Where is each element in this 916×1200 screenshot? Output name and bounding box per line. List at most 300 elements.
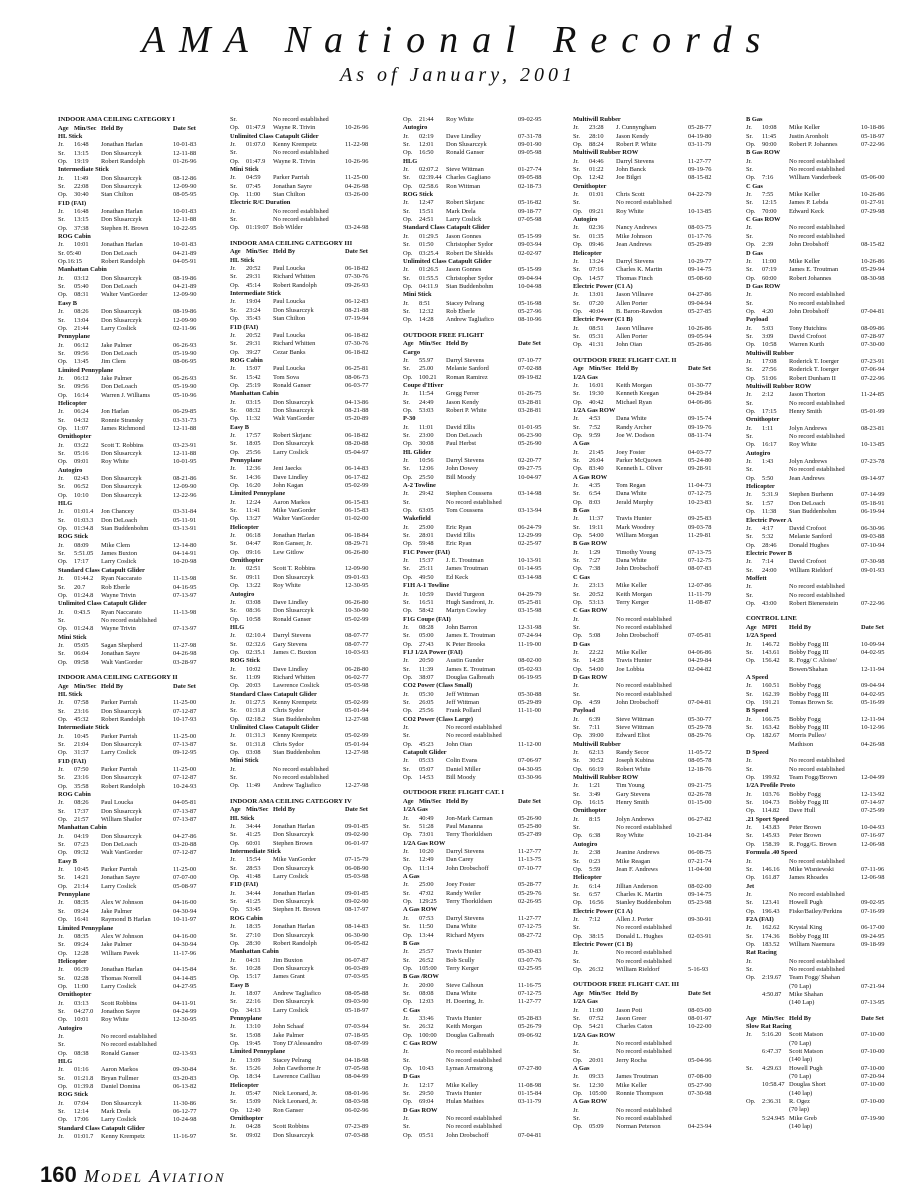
record-value: 07:16 [589,266,604,274]
record-value: 16:56 [589,899,604,907]
record-age: Op. [230,482,240,490]
record-row [403,524,558,532]
record-age: Sr. [403,823,410,831]
record-date: 08-07-99 [345,1039,369,1047]
record-date: 10-22-00 [688,1023,712,1031]
category-label: Pennyplane [230,457,262,464]
record-value [589,824,616,832]
record-value: 7:14 [762,558,774,566]
record-row [230,1107,385,1115]
record-age: Op. [403,774,413,782]
record-date: 07-10-77 [518,356,542,364]
record-value: 01:07.0 [246,141,266,149]
record-value: 25:00 [419,523,434,531]
record-row [573,1023,728,1031]
record-value: 12:01 [419,141,434,149]
record-date [688,691,728,699]
record-age: Sr. [573,724,580,731]
record-row [403,490,558,498]
record-value: 16:01 [589,381,604,389]
record-row [573,457,728,465]
record-row [746,1073,901,1081]
record-date: 03-11-79 [518,1098,542,1106]
record-age: Op. [58,749,68,757]
record-row [58,517,213,525]
record-value: 60:01 [246,839,261,847]
record-age: Op. [403,507,413,515]
record-date [688,1048,728,1056]
record-row [403,657,558,665]
record-holder: Larry Coslick [273,873,309,881]
record-row [230,1032,385,1040]
record-date: 08-27-72 [518,931,542,939]
category-label: Cargo [403,348,421,356]
record-age: Sr. [573,299,580,307]
record-holder: R. Fogg/ C Aloise/ [789,657,837,665]
record-value: 11:00 [74,982,89,990]
record-row [58,933,213,941]
record-row [58,1083,213,1091]
record-row [746,133,901,141]
record-date: 04-26-98 [173,650,197,658]
record-holder: Jake Palmer [101,941,133,949]
record-value: 21:45 [589,448,604,456]
record-date: 04-11-91 [173,999,197,1007]
record-date: 06-15-83 [345,498,369,506]
record-date: 07-10-77 [518,864,542,872]
record-value: 08:38 [74,1049,89,1057]
record-row [746,933,901,941]
record-holder: Scott Matson [789,1048,823,1056]
record-value [246,208,273,216]
record-row [746,1048,901,1056]
record-age: Sr. [58,907,65,915]
record-value [419,1048,446,1056]
record-date: 05-29-78 [688,724,712,731]
record-age: Sr. [573,166,580,174]
category-label: Wakefield [403,515,431,523]
record-date: 08-03-00 [688,1006,712,1014]
record-age: Jr. [58,999,64,1007]
record-row [230,616,385,624]
record-date: 10-11-97 [173,916,197,924]
record-row [58,417,213,425]
record-date: 04-30-94 [173,941,197,949]
record-age: Op. [573,174,583,182]
record-value: 24:49 [419,398,434,406]
record-age: Jr. [746,924,752,932]
record-row [403,241,558,249]
record-date: 09-02-95 [518,116,542,123]
record-age: Jr. [58,1133,64,1141]
category-label: Manhattan Cabin [58,266,107,274]
record-age: Op. [403,640,413,648]
record-age: Jr. [403,948,409,956]
record-row [58,283,213,291]
record-value: 7:11 [589,724,601,731]
record-age: Op. [58,982,68,990]
record-holder: Robert Bienenstein [789,599,839,607]
record-value: 162.62 [762,924,780,932]
record-row [573,832,728,840]
record-value: 1:43 [762,458,774,466]
record-row [58,841,213,849]
record-date: 04-22-79 [688,191,712,199]
record-date: 10-26-86 [861,257,885,265]
record-value: 06:24 [74,408,89,416]
record-date: 08-02-00 [688,882,712,890]
record-value [74,617,101,625]
record-holder: Lyman Armstrong [446,1065,493,1072]
category-label: Multiwill Rubber ROW [746,383,812,390]
record-age: Op.16:15 [58,258,82,266]
record-value: 22:08 [74,183,89,190]
category-label: Electric Power (C1 B) [573,940,633,948]
record-age: Jr. [230,565,236,573]
record-row [58,609,213,617]
record-holder: Larry Coslick [101,324,137,332]
record-value: 30:40 [74,191,89,199]
record-value: 8:03 [589,498,601,506]
record-row [403,574,558,582]
record-row [746,807,901,815]
record-row [230,1132,385,1140]
record-value: 14:28 [419,316,434,324]
record-holder: Joe Bilgri [616,174,642,182]
record-holder: Don Slusarczyk [101,1099,142,1107]
record-age: Jr. [746,357,752,365]
record-value: 1:21 [589,782,601,790]
record-age: Op. [58,715,68,723]
record-date: 01-30-77 [688,381,712,389]
record-value: 9:59 [589,431,601,439]
record-value [762,1123,789,1131]
category-label: Multiwill Rubber [573,740,621,748]
record-holder: No record established [789,232,845,240]
record-date: 09-19-82 [518,373,542,381]
record-age: Op. [230,157,240,165]
record-row [230,973,385,981]
record-holder: Lawrence Coslick [273,682,320,690]
record-date: 10-24-93 [173,782,197,790]
category-label: Multiwill Rubber ROW [573,149,639,157]
record-value: 54:00 [589,665,604,673]
record-row [573,266,728,274]
record-row [230,990,385,998]
record-value: 162.39 [762,690,780,698]
record-age: Jr. [230,823,236,831]
category-label: ROG Stick [58,533,89,541]
record-holder: Richard Whitten [273,673,316,681]
record-holder: Jon Chancey [101,508,134,516]
record-holder: Bill Moody [446,473,476,481]
record-value: 05:16 [74,450,89,457]
record-row [573,490,728,498]
record-holder: (140 Lap) [789,999,815,1007]
record-holder: John Drobschoff [616,565,659,573]
record-row [403,275,558,283]
record-holder: Jonathan Harlan [101,141,143,149]
record-holder: Mike Reagan [616,857,651,865]
record-age: Jr. [58,932,64,940]
record-row [746,333,901,341]
record-holder: John Oian [446,740,473,748]
record-holder: Roy White [616,832,644,840]
record-date: 07-10-94 [861,541,885,549]
record-value: 11:14 [419,864,434,872]
record-row [403,465,558,473]
record-age: Op. [403,216,413,224]
record-age: Sr. [58,550,65,558]
record-value [762,1056,789,1064]
category-label: .21 Sport Speed [746,815,789,823]
record-row [58,325,213,333]
record-row [573,557,728,565]
record-date: 11-22-98 [345,141,369,149]
record-row [230,224,385,232]
record-holder: Mike Clem [101,541,130,549]
record-holder: Robert Randolph [101,157,145,165]
header-cell: Held By [616,365,639,373]
record-row [58,241,213,249]
record-value: 20:50 [419,657,434,665]
record-row [403,641,558,649]
record-age: Op. [403,964,413,972]
record-row [403,116,558,124]
record-value: 11:01 [419,423,434,431]
record-date: 01-15-84 [518,1090,542,1098]
record-row [58,183,213,191]
record-value: 04:31 [246,956,261,964]
record-date: 11-17-96 [173,949,197,957]
record-value: 30:08 [419,440,434,448]
record-value: 45:14 [246,281,261,289]
record-holder: Jerald Murphy [616,498,654,506]
record-age: Sr. [746,266,753,274]
record-value: 5:32 [762,533,774,541]
record-row [58,308,213,316]
category-label: D Gas [403,1073,420,1081]
record-holder: Austin Gunder [446,657,484,665]
record-age: Jr. [403,881,409,889]
record-holder: Ron Ganser [273,1106,304,1114]
header-cell: Min/Sec [419,340,442,348]
record-age: Op. [230,124,240,132]
record-row [746,682,901,690]
record-holder: No record established [789,757,845,765]
category-label: B Gas ROW [573,540,608,548]
record-holder: Jon Harlan [101,408,129,416]
record-holder: Travis Hunter [446,948,482,956]
record-row [403,300,558,308]
record-row [573,816,728,824]
record-holder: Don Slusarczyk [101,483,142,491]
section-title: INDOOR AMA CEILING CATEGORY III [230,239,353,247]
record-date: 06-19-94 [861,508,885,516]
record-age: Sr. 05:40 [58,249,82,257]
record-holder: Paul Mananna [446,823,483,831]
record-row [746,266,901,274]
record-value: 05:07 [419,765,434,773]
record-value [589,958,616,966]
record-row [746,1106,901,1114]
record-date: 03-13-91 [173,525,197,533]
record-holder: Darryl Stevens [446,356,485,364]
record-row [230,699,385,707]
record-row [230,208,385,216]
record-row [403,957,558,965]
record-holder: No record established [616,957,672,965]
record-age: Sr. [230,1065,237,1072]
record-holder: Jonathan Harlan [101,241,143,249]
record-value [589,624,616,632]
record-row [403,1123,558,1131]
record-value: 4:53 [589,415,601,423]
record-date [861,466,901,474]
record-age: Op. [58,849,68,857]
record-row [403,691,558,699]
record-value: 7:38 [589,565,601,573]
record-value: 17:57 [246,431,261,439]
record-age: Sr. [573,332,580,340]
record-value: 7:12 [589,915,601,923]
category-label: CO2 Power (Class Small) [403,682,473,690]
record-age: Op. [58,191,68,199]
record-value: 08:08 [419,989,434,997]
record-holder: Dave Hull [789,807,816,815]
record-holder: Justin Aronholt [789,132,829,140]
record-date: 03-31-73 [173,416,197,424]
record-value: 27:10 [246,931,261,939]
record-holder: Peter Brown [789,832,822,840]
category-label: ROG Stick [230,657,261,665]
record-row [230,1040,385,1048]
records-column-2 [230,116,385,1141]
record-age: Jr. [746,491,752,499]
category-label: F1D (FAI) [58,199,87,207]
record-row [403,923,558,931]
record-holder: H. Doering, Jr. [446,998,484,1006]
record-holder: Don Slusarczyk [273,998,314,1006]
record-row [746,899,901,907]
record-age: Sr. [230,607,237,615]
record-date [518,724,558,732]
record-date: 10-13-85 [688,207,712,215]
record-row [58,458,213,466]
record-row [230,898,385,906]
record-row [573,199,728,207]
record-row [746,966,901,974]
record-value: 13:27 [246,515,261,523]
record-row [746,275,901,283]
record-value: 123.41 [762,899,780,907]
record-holder: John Schaaf [273,1023,305,1031]
record-date: 10-04-98 [518,282,542,290]
record-date: 06-14-83 [345,465,369,473]
record-value: 10:08 [762,124,777,132]
record-date: 08-15-82 [861,241,885,249]
record-value [419,1123,446,1131]
record-value [762,666,789,674]
record-age: Op. [403,831,413,839]
record-value: 10:28 [246,964,261,972]
record-age: Op. [58,424,68,432]
record-date: 12-11-88 [173,424,197,432]
record-value [74,258,101,266]
record-value: 26:32 [419,1023,434,1031]
record-date [688,199,728,207]
record-age: Op. [403,373,413,381]
record-value: 20.7 [74,583,86,591]
record-age: Op. [746,341,756,349]
record-value: 06:18 [246,532,261,540]
record-row [403,1023,558,1031]
record-holder: Rob Eberle [101,583,130,591]
record-age: Sr. [58,1041,65,1049]
record-holder: J. Cunnyngham [616,124,657,132]
record-value: 27:43 [419,640,434,648]
record-age: Op. [230,281,240,289]
record-value [246,116,273,124]
record-row [58,916,213,924]
record-date: 12-11-88 [173,450,197,457]
record-row [230,191,385,199]
record-value: 09:21 [589,207,604,215]
record-date: 04-13-86 [345,398,369,406]
record-age: Sr. [230,440,237,448]
category-label: Mini Stick [58,633,87,641]
record-date: 09-05-88 [518,174,542,182]
record-holder: William Morgan [616,532,659,540]
record-value: 13:22 [246,582,261,590]
record-date: 06-18-82 [345,331,369,339]
record-holder: Wayne R. Trivin [273,124,316,132]
section-header-row [746,1015,901,1023]
category-label: Standard Class Catapult Glider [58,566,145,574]
record-holder: Scott Robbins [101,999,138,1007]
record-holder: Don Slusarczyk [101,183,142,190]
record-value: 34:13 [246,1006,261,1014]
record-row [573,241,728,249]
record-row [230,732,385,740]
record-holder: Terry Kerger [446,964,479,972]
record-row [58,425,213,433]
record-row [573,382,728,390]
record-age: Jr. [746,191,752,199]
record-value: 2:36.31 [762,1098,782,1106]
record-date: 11-24-85 [861,391,885,399]
record-holder: No record established [789,291,845,299]
category-label: C Gas ROW [403,1039,438,1047]
record-row [573,424,728,432]
record-value: 05:05 [74,641,89,649]
record-row [403,599,558,607]
record-age: Sr. [403,565,410,573]
record-age: Op. [746,174,756,182]
record-date: 04-30-94 [173,907,197,915]
record-age: Op. [746,698,756,706]
record-age: Sr. [746,799,753,807]
record-row [403,390,558,398]
record-row [403,474,558,482]
record-value: 28:30 [246,939,261,947]
category-label: HL Stick [58,690,83,698]
record-row [58,542,213,550]
record-row [58,216,213,224]
record-value: 09:56 [74,383,89,391]
record-age: Op. [746,408,756,416]
record-row [573,866,728,874]
